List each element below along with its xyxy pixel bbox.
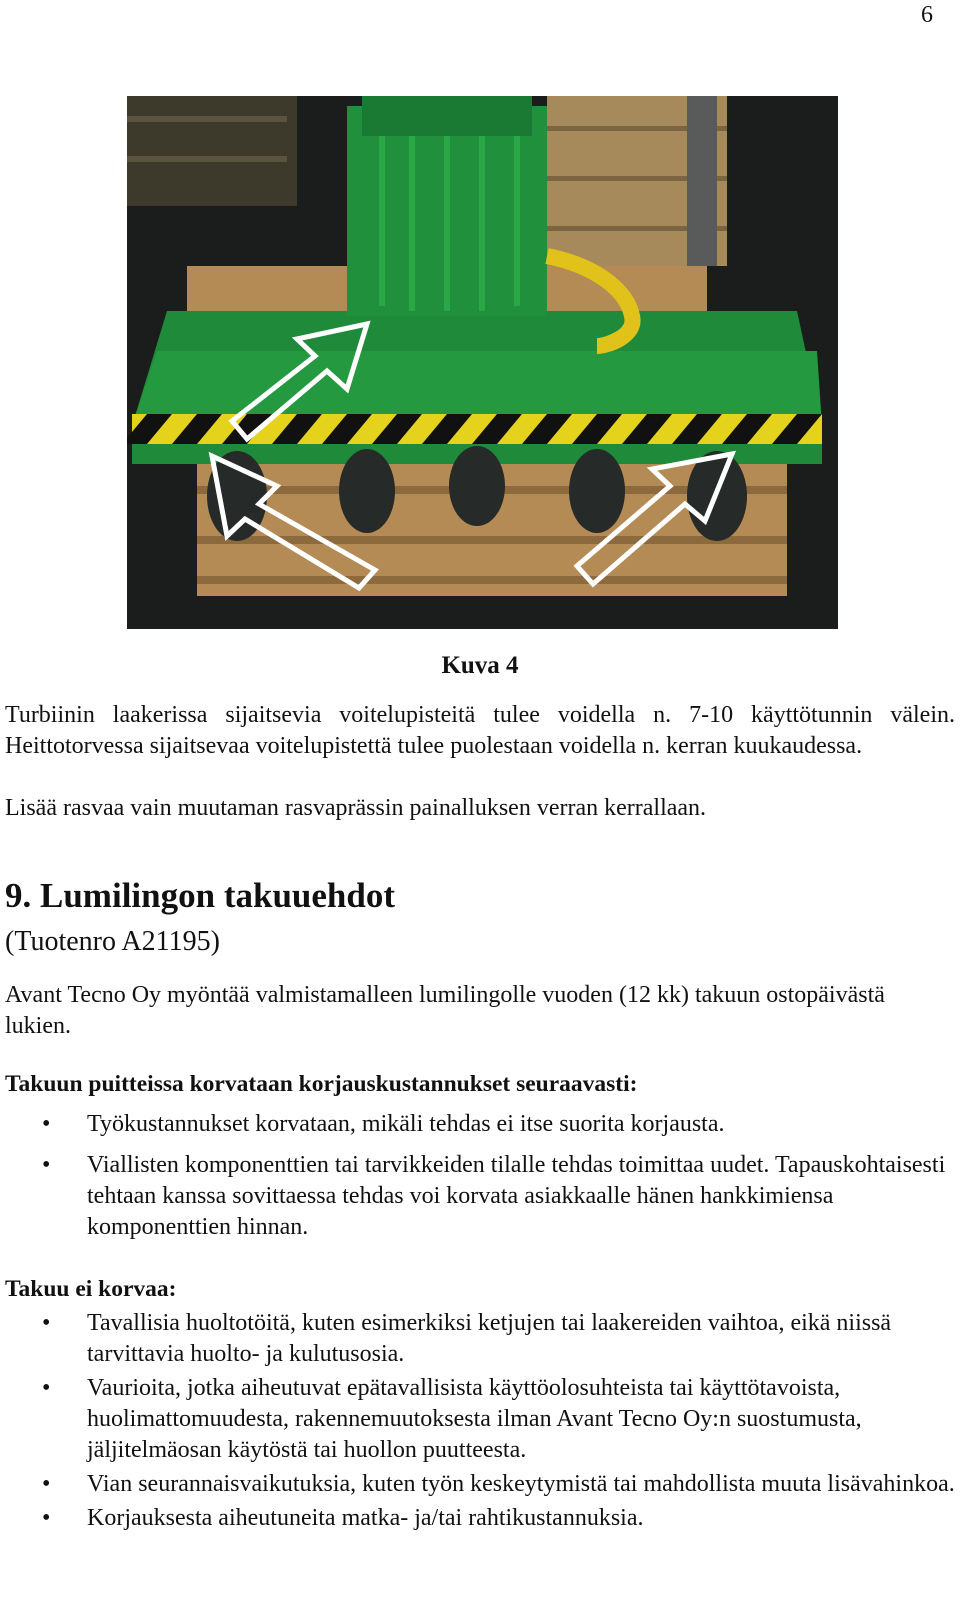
section-title: 9. Lumilingon takuuehdot <box>5 876 395 915</box>
not-covered-heading: Takuu ei korvaa: <box>5 1276 177 1302</box>
covered-heading: Takuun puitteissa korvataan korjauskustannukset seuraavasti: <box>5 1071 638 1097</box>
covered-list <box>0 1109 955 1245</box>
warranty-text: Avant Tecno Oy myöntää valmistamalleen lumilingolle vuoden (12 kk) takuun ostopäivästä lukien. <box>5 982 885 1039</box>
list-item: • Korjauksesta aiheutuneita matka- ja/tai rahtikustannuksia. <box>0 1503 955 1534</box>
intro-note: Lisää rasvaa vain muutaman rasvaprässin painalluksen verran kerrallaan. <box>5 795 707 821</box>
list-item: • Vian seurannaisvaikutuksia, kuten työn keskeytymistä tai mahdollista muuta lisävahinkoa. <box>0 1469 955 1500</box>
list-item: • Viallisten komponenttien tai tarvikkeiden tilalle tehdas toimittaa uudet. Tapauskohtaisesti tehtaan kanssa sovittaessa tehdas voi korvata asiakkaalle hänen hankkimiensa komponenttien hinnan. <box>0 1150 955 1243</box>
not-covered-list <box>0 1308 955 1534</box>
snow-blower-photo <box>127 96 838 629</box>
list-item: • Tavallisia huoltotöitä, kuten esimerkiksi ketjujen tai laakereiden vaihtoa, eikä niissä tarvittavia huolto- ja kulutusosia. <box>0 1308 955 1370</box>
section-subtitle: (Tuotenro A21195) <box>5 926 220 957</box>
intro-paragraph: Turbiinin laakerissa sijaitsevia voitelupisteitä tulee voidella n. 7-10 käyttötunnin välein. Heittotorvessa sijaitsevaa voitelupistettä tulee puolestaan voidella n. kerran kuukaudessa. <box>5 702 955 759</box>
list-item: • Työkustannukset korvataan, mikäli tehdas ei itse suorita korjausta. <box>0 1109 955 1140</box>
list-item: • Vaurioita, jotka aiheutuvat epätavallisista käyttöolosuhteista tai käyttötavoista, huolimattomuudesta, rakennemuutoksesta ilman Avant Tecno Oy:n suostumusta, jäljitelmäosan käytöstä tai huollon puutteesta. <box>0 1373 955 1466</box>
page-number: 6 <box>921 2 933 28</box>
figure-caption: Kuva 4 <box>441 652 519 679</box>
